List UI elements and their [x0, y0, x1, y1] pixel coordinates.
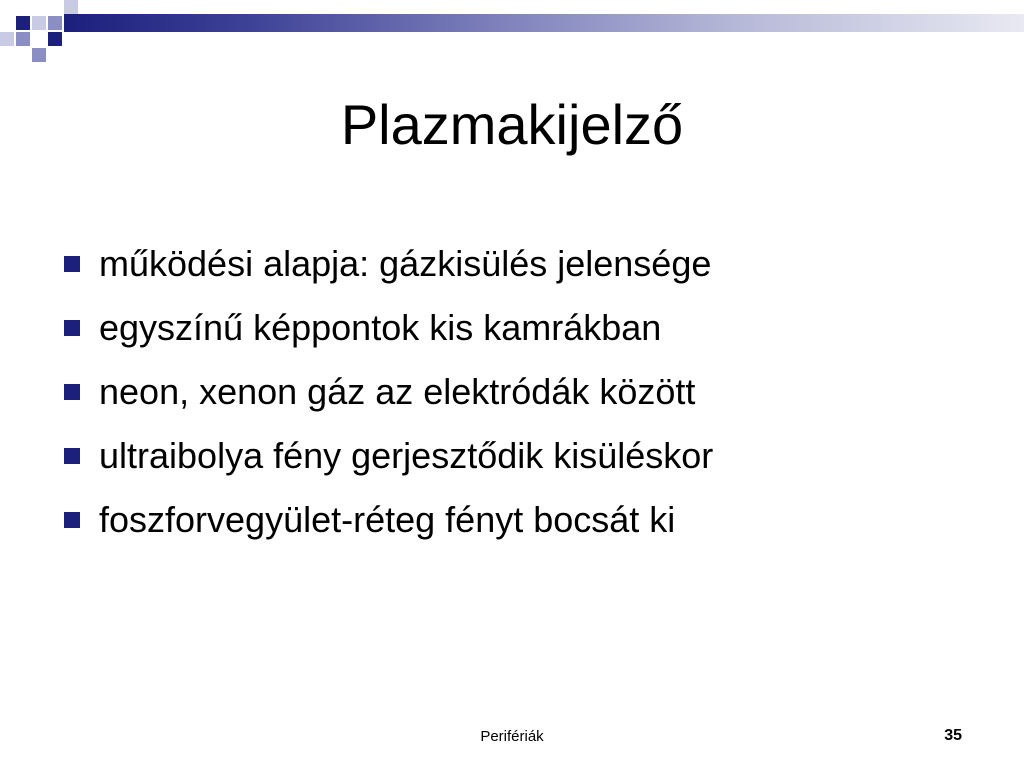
bullet-text: egyszínű képpontok kis kamrákban [99, 307, 662, 348]
decor-square [48, 32, 62, 46]
bullet-item [64, 424, 713, 488]
decor-square [48, 16, 62, 30]
bullet-item [64, 488, 713, 552]
decor-square [32, 48, 46, 62]
bullet-text: működési alapja: gázkisülés jelensége [99, 243, 712, 284]
decor-square [32, 16, 46, 30]
bullet-item [64, 232, 713, 296]
bullet-square-icon [64, 384, 80, 400]
bullet-list [64, 232, 713, 552]
bullet-text: neon, xenon gáz az elektródák között [99, 371, 696, 412]
page-number: 35 [944, 727, 962, 744]
header-gradient-band [64, 14, 1024, 32]
decor-square [16, 16, 30, 30]
bullet-square-icon [64, 256, 80, 272]
bullet-square-icon [64, 512, 80, 528]
footer-text: Perifériák [480, 728, 544, 745]
slide-title: Plazmakijelző [340, 93, 684, 156]
decor-square [64, 0, 78, 14]
decor-square [0, 32, 14, 46]
bullet-square-icon [64, 320, 80, 336]
bullet-text: ultraibolya fény gerjesztődik kisüléskor [99, 435, 714, 476]
bullet-item [64, 360, 713, 424]
bullet-square-icon [64, 448, 80, 464]
bullet-text: foszforvegyület-réteg fényt bocsát ki [99, 499, 676, 540]
decor-square [16, 32, 30, 46]
bullet-item [64, 296, 713, 360]
